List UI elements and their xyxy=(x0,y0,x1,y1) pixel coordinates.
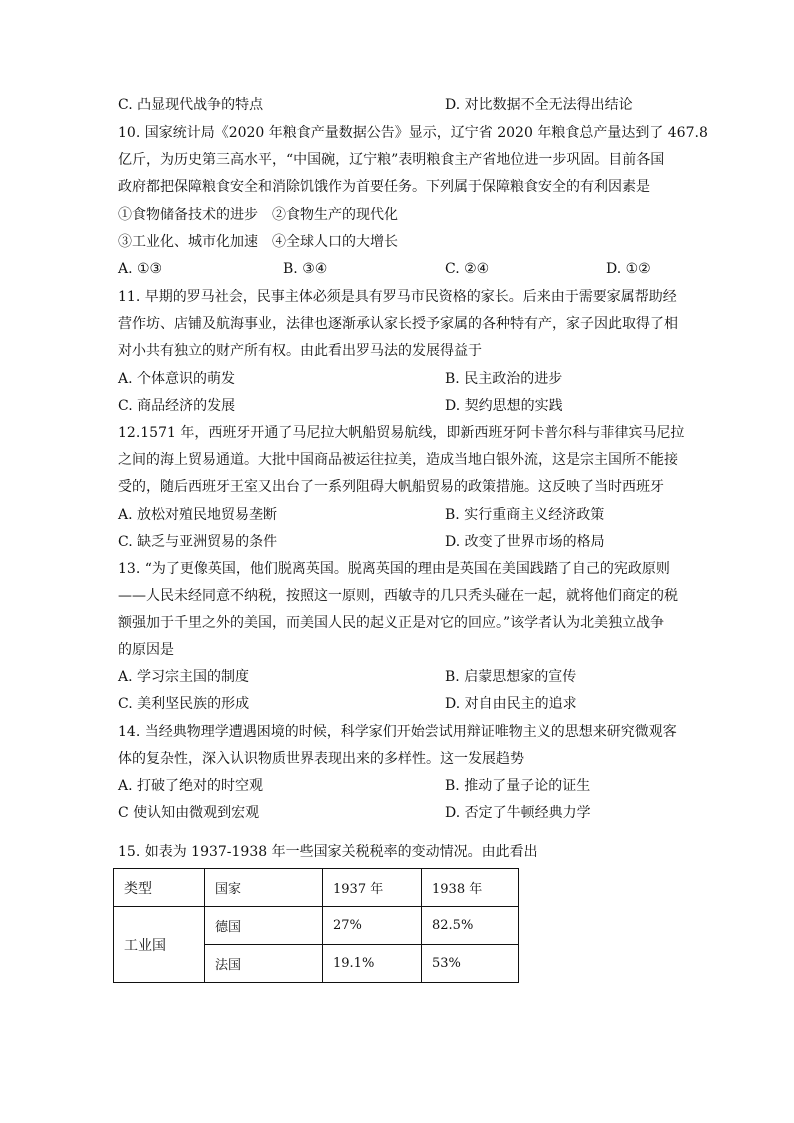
q12-option-c: C. 缺乏与亚洲贸易的条件 xyxy=(118,534,278,550)
country-cell: 法国 xyxy=(205,945,323,983)
q11-option-a: A. 个体意识的萌发 xyxy=(118,371,236,387)
q15-stem: 15. 如表为 1937-1938 年一些国家关税税率的变动情况。由此看出 xyxy=(118,844,538,860)
q10-item-line-1: ①食物储备技术的进步 ②食物生产的现代化 xyxy=(118,207,398,223)
tariff-table xyxy=(113,868,519,983)
q13-option-c: C. 美利坚民族的形成 xyxy=(118,696,250,712)
q14-stem-line-2: 体的复杂性，深入认识物质世界表现出来的多样性。这一发展趋势 xyxy=(118,751,524,767)
q11-stem-line-3: 对小共有独立的财产所有权。由此看出罗马法的发展得益于 xyxy=(118,343,482,359)
q11-option-c: C. 商品经济的发展 xyxy=(118,398,236,414)
rate-1938-cell: 53% xyxy=(422,945,519,983)
header-country: 国家 xyxy=(205,869,323,907)
q14-option-a: A. 打破了绝对的时空观 xyxy=(118,778,264,794)
q10-stem-line-2: 亿斤，为历史第三高水平，“中国碗，辽宁粮”表明粮食主产省地位进一步巩固。目前各国 xyxy=(118,152,665,168)
table-header-row xyxy=(114,869,519,907)
q13-option-a: A. 学习宗主国的制度 xyxy=(118,669,250,685)
q13-stem-line-2: ——人民未经同意不纳税，按照这一原则，西敏寺的几只秃头碰在一起，就将他们商定的税 xyxy=(118,588,678,604)
q12-option-b: B. 实行重商主义经济政策 xyxy=(445,507,605,523)
q10-option-a: A. ①③ xyxy=(118,261,163,277)
rate-1937-cell: 27% xyxy=(323,907,422,945)
q13-stem-line-3: 额强加于千里之外的美国，而美国人民的起义正是对它的回应。”该学者认为北美独立战争 xyxy=(118,615,665,631)
q13-stem-line-1: 13. “为了更像英国，他们脱离英国。脱离英国的理由是英国在美国践踏了自己的宪政原则 xyxy=(118,561,670,577)
q12-option-d: D. 改变了世界市场的格局 xyxy=(445,534,605,550)
q11-option-b: B. 民主政治的进步 xyxy=(445,371,563,387)
q12-option-a: A. 放松对殖民地贸易垄断 xyxy=(118,507,278,523)
q10-option-d: D. ①② xyxy=(606,261,651,277)
q13-option-b: B. 启蒙思想家的宣传 xyxy=(445,669,577,685)
q12-stem-line-3: 受的，随后西班牙王室又出台了一系列阻碍大帆船贸易的政策措施。这反映了当时西班牙 xyxy=(118,479,664,495)
q14-stem-line-1: 14. 当经典物理学遭遇困境的时候，科学家们开始尝试用辩证唯物主义的思想来研究微观客 xyxy=(118,724,677,740)
q10-stem-line-3: 政府都把保障粮食安全和消除饥饿作为首要任务。下列属于保障粮食安全的有利因素是 xyxy=(118,179,650,195)
rate-1937-cell: 19.1% xyxy=(323,945,422,983)
q12-stem-line-1: 12.1571 年，西班牙开通了马尼拉大帆船贸易航线，即新西班牙阿卡普尔科与菲律宾马尼拉 xyxy=(118,425,685,441)
q10-option-c: C. ②④ xyxy=(445,261,490,277)
country-cell: 德国 xyxy=(205,907,323,945)
header-1938: 1938 年 xyxy=(422,869,519,907)
q9-option-d: D. 对比数据不全无法得出结论 xyxy=(445,97,633,113)
q10-option-b: B. ③④ xyxy=(283,261,328,277)
q11-option-d: D. 契约思想的实践 xyxy=(445,398,563,414)
q10-stem-line-1: 10. 国家统计局《2020 年粮食产量数据公告》显示，辽宁省 2020 年粮食总产量达到了 467.8 xyxy=(118,125,708,141)
header-type: 类型 xyxy=(114,869,205,907)
q14-option-b: B. 推动了量子论的证生 xyxy=(445,778,591,794)
table-row xyxy=(114,907,519,945)
group-label: 工业国 xyxy=(114,907,205,983)
q12-stem-line-2: 之间的海上贸易通道。大批中国商品被运往拉美，造成当地白银外流，这是宗主国所不能接 xyxy=(118,452,678,468)
q14-option-d: D. 否定了牛顿经典力学 xyxy=(445,805,591,821)
rate-1938-cell: 82.5% xyxy=(422,907,519,945)
q11-stem-line-2: 营作坊、店铺及航海事业，法律也逐渐承认家长授予家属的各种特有产，家子因此取得了相 xyxy=(118,316,678,332)
q10-item-line-2: ③工业化、城市化加速 ④全球人口的大增长 xyxy=(118,234,398,250)
q14-option-c: C 使认知由微观到宏观 xyxy=(118,805,260,821)
q9-option-c: C. 凸显现代战争的特点 xyxy=(118,97,264,113)
q11-stem-line-1: 11. 早期的罗马社会，民事主体必须是具有罗马市民资格的家长。后来由于需要家属帮助经 xyxy=(118,289,677,305)
q13-stem-line-4: 的原因是 xyxy=(118,642,174,658)
q13-option-d: D. 对自由民主的追求 xyxy=(445,696,577,712)
header-1937: 1937 年 xyxy=(323,869,422,907)
